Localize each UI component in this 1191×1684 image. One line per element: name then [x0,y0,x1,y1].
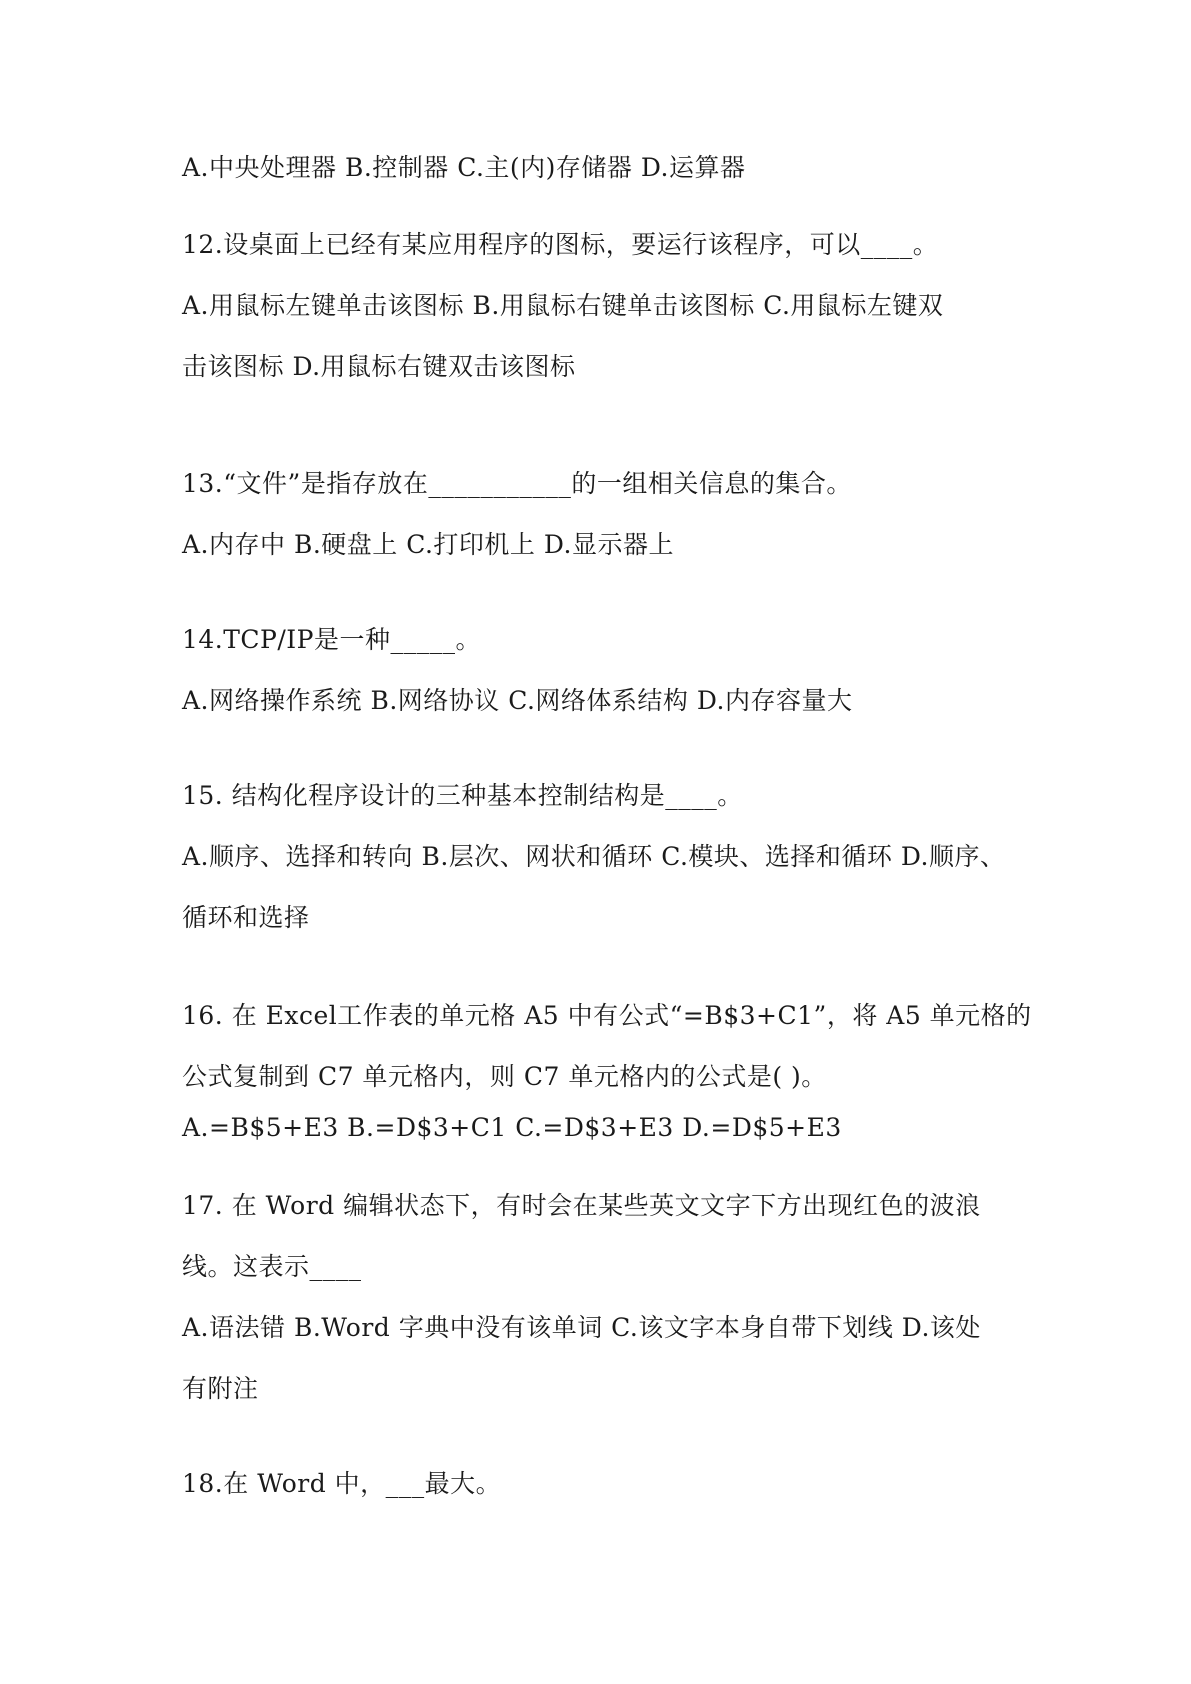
q17-options-line2: 有附注 [182,1374,259,1403]
q17-options-line1: A.语法错 B.Word 字典中没有该单词 C.该文字本身自带下划线 D.该处 [182,1313,981,1342]
q16-options: A.=B$5+E3 B.=D$3+C1 C.=D$3+E3 D.=D$5+E3 [182,1113,842,1142]
q17-question-line1: 17. 在 Word 编辑状态下，有时会在某些英文文字下方出现红色的波浪 [182,1191,981,1220]
q11-options: A.中央处理器 B.控制器 C.主(内)存储器 D.运算器 [182,153,746,182]
q15-question: 15. 结构化程序设计的三种基本控制结构是____。 [182,781,743,810]
q12-options-line2: 击该图标 D.用鼠标右键双击该图标 [182,352,576,381]
q15-options-line1: A.顺序、选择和转向 B.层次、网状和循环 C.模块、选择和循环 D.顺序、 [182,842,1006,871]
q13-question: 13.“文件”是指存放在___________的一组相关信息的集合。 [182,469,852,498]
q16-question-line2: 公式复制到 C7 单元格内，则 C7 单元格内的公式是( )。 [182,1062,827,1091]
q14-question: 14.TCP/IP是一种_____。 [182,625,482,654]
q16-question-line1: 16. 在 Excel工作表的单元格 A5 中有公式“=B$3+C1”，将 A5 单元格的 [182,1001,1032,1030]
q12-question: 12.设桌面上已经有某应用程序的图标，要运行该程序，可以____。 [182,230,939,259]
q17-question-line2: 线。这表示____ [182,1252,362,1281]
q13-options: A.内存中 B.硬盘上 C.打印机上 D.显示器上 [182,530,674,559]
q14-options: A.网络操作系统 B.网络协议 C.网络体系结构 D.内存容量大 [182,686,853,715]
q15-options-line2: 循环和选择 [182,903,310,932]
q12-options-line1: A.用鼠标左键单击该图标 B.用鼠标右键单击该图标 C.用鼠标左键双 [182,291,944,320]
q18-question: 18.在 Word 中，___最大。 [182,1469,502,1498]
